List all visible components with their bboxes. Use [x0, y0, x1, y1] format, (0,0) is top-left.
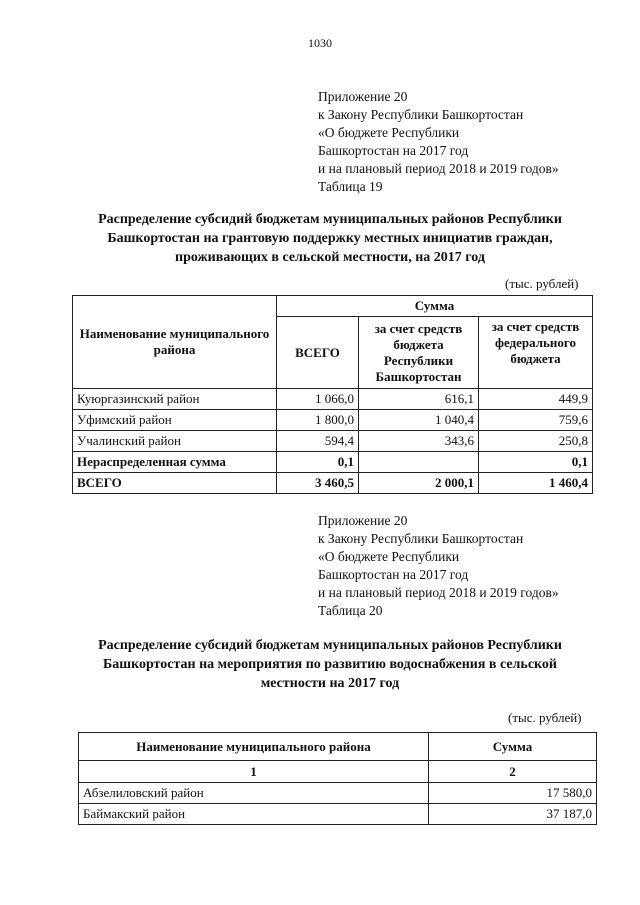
annex-line: Башкортостан на 2017 год [318, 567, 469, 582]
annex-line: Таблица 20 [318, 603, 383, 618]
column-number: 2 [429, 761, 597, 783]
annex-header-20 [318, 512, 559, 620]
table-19 [72, 295, 593, 494]
title-line: Башкортостан на грантовую поддержку местных инициатив граждан, [107, 231, 553, 246]
republic-value: 1 040,4 [359, 410, 479, 431]
annex-line: Приложение 20 [318, 89, 408, 104]
district-name: Абзелиловский район [79, 783, 429, 804]
district-name: ВСЕГО [73, 473, 277, 494]
federal-value: 0,1 [479, 452, 593, 473]
district-name: Куюргазинский район [73, 389, 277, 410]
table-row [73, 410, 593, 431]
federal-value: 1 460,4 [479, 473, 593, 494]
total-value: 594,4 [277, 431, 359, 452]
total-value: 3 460,5 [277, 473, 359, 494]
republic-value: 343,6 [359, 431, 479, 452]
table-row [79, 783, 597, 804]
federal-value: 449,9 [479, 389, 593, 410]
title-line: Башкортостан на мероприятия по развитию водоснабжения в сельской [103, 657, 557, 672]
annex-line: «О бюджете Республики [318, 125, 460, 140]
annex-line: к Закону Республики Башкортостан [318, 531, 524, 546]
header-republic-budget: за счет средств бюджета Республики Башкортостан [359, 317, 479, 389]
table-20 [78, 732, 597, 825]
column-number: 1 [79, 761, 429, 783]
annex-line: и на плановый период 2018 и 2019 годов» [318, 585, 559, 600]
total-value: 0,1 [277, 452, 359, 473]
sum-value: 17 580,0 [429, 783, 597, 804]
table-19-title [60, 210, 600, 267]
units-label: (тыс. рублей) [505, 276, 579, 291]
table-row [73, 431, 593, 452]
annex-line: Таблица 19 [318, 179, 383, 194]
sum-value: 37 187,0 [429, 804, 597, 825]
header-total: ВСЕГО [277, 317, 359, 389]
annex-line: Башкортостан на 2017 год [318, 143, 469, 158]
district-name: Учалинский район [73, 431, 277, 452]
republic-value [359, 452, 479, 473]
header-sum: Сумма [429, 733, 597, 761]
page-number: 1030 [308, 36, 332, 50]
header-district-name: Наименование муниципального района [79, 733, 429, 761]
annex-line: Приложение 20 [318, 513, 408, 528]
table-20-title [60, 636, 600, 693]
annex-header-19 [318, 88, 559, 196]
title-line: Распределение субсидий бюджетам муниципальных районов Республики [98, 638, 562, 653]
table-row [79, 804, 597, 825]
header-district-name: Наименование муниципального района [73, 296, 277, 389]
annex-line: «О бюджете Республики [318, 549, 460, 564]
federal-value: 250,8 [479, 431, 593, 452]
district-name: Нераспределенная сумма [73, 452, 277, 473]
district-name: Баймакский район [79, 804, 429, 825]
title-line: Распределение субсидий бюджетам муниципальных районов Республики [98, 212, 562, 227]
federal-value: 759,6 [479, 410, 593, 431]
table-row [73, 389, 593, 410]
total-value: 1 800,0 [277, 410, 359, 431]
title-line: местности на 2017 год [260, 676, 400, 691]
table-row-total [73, 473, 593, 494]
header-federal-budget: за счет средств федерального бюджета [479, 317, 593, 389]
title-line: проживающих в сельской местности, на 2017 год [175, 250, 485, 265]
district-name: Уфимский район [73, 410, 277, 431]
header-sum: Сумма [277, 296, 593, 317]
total-value: 1 066,0 [277, 389, 359, 410]
annex-line: и на плановый период 2018 и 2019 годов» [318, 161, 559, 176]
republic-value: 616,1 [359, 389, 479, 410]
table-row-unallocated [73, 452, 593, 473]
republic-value: 2 000,1 [359, 473, 479, 494]
units-label: (тыс. рублей) [508, 710, 582, 725]
annex-line: к Закону Республики Башкортостан [318, 107, 524, 122]
